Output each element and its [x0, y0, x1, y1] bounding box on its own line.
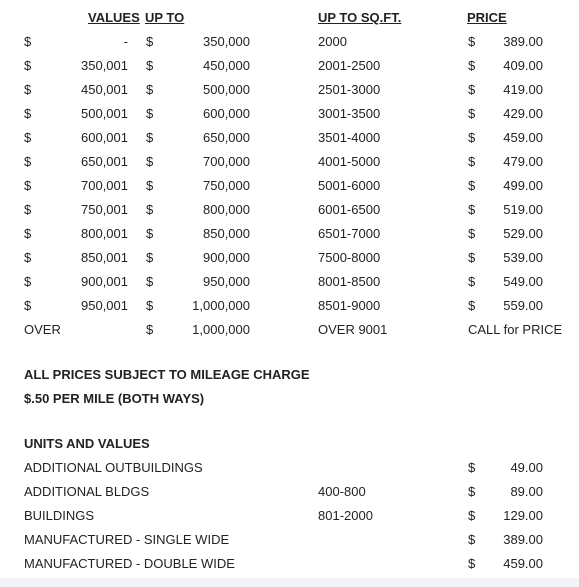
- row-sqft: 8501-9000: [318, 298, 381, 313]
- row-dollar-to: $: [146, 130, 154, 145]
- row-value-to: 900,000: [203, 250, 250, 265]
- unit-label: ADDITIONAL OUTBUILDINGS: [24, 460, 203, 475]
- row-dollar-to: $: [146, 226, 154, 241]
- unit-price-dollar: $: [468, 508, 476, 523]
- row-price: 389.00: [503, 34, 543, 49]
- row-dollar-to: $: [146, 58, 154, 73]
- row-dollar-from: $: [24, 154, 32, 169]
- row-dollar-from: $: [24, 226, 32, 241]
- unit-price: 459.00: [503, 556, 543, 571]
- row-price: 519.00: [503, 202, 543, 217]
- mileage-note-line2: $.50 PER MILE (BOTH WAYS): [24, 391, 205, 406]
- row-dollar-from: $: [24, 106, 32, 121]
- unit-price-dollar: $: [468, 484, 476, 499]
- row-price-dollar: $: [468, 58, 476, 73]
- row-sqft: 6501-7000: [318, 226, 381, 241]
- row-price: 429.00: [503, 106, 543, 121]
- row-value-from: 700,001: [81, 178, 128, 193]
- row-dollar-from: $: [24, 298, 32, 313]
- row-sqft: 2001-2500: [318, 58, 381, 73]
- row-sqft: 3501-4000: [318, 130, 381, 145]
- row-dollar-to: $: [146, 178, 154, 193]
- unit-label: ADDITIONAL BLDGS: [24, 484, 150, 499]
- row-value-to: 700,000: [203, 154, 250, 169]
- row-dollar-to: $: [146, 154, 154, 169]
- row-value-from: 850,001: [81, 250, 128, 265]
- units-title: UNITS AND VALUES: [24, 436, 150, 451]
- row-value-to: 800,000: [203, 202, 250, 217]
- unit-price: 129.00: [503, 508, 543, 523]
- over-sqft: OVER 9001: [318, 322, 388, 337]
- unit-label: MANUFACTURED - SINGLE WIDE: [24, 532, 230, 547]
- row-price-dollar: $: [468, 154, 476, 169]
- header-up-to: UP TO: [145, 10, 185, 25]
- row-value-to: 650,000: [203, 130, 250, 145]
- row-price-dollar: $: [468, 274, 476, 289]
- row-value-from: 950,001: [81, 298, 128, 313]
- row-dollar-from: $: [24, 34, 32, 49]
- unit-price: 89.00: [510, 484, 543, 499]
- row-price: 539.00: [503, 250, 543, 265]
- row-dollar-to: $: [146, 106, 154, 121]
- header-sqft: UP TO SQ.FT.: [318, 10, 402, 25]
- row-dollar-to: $: [146, 202, 154, 217]
- row-value-from: 900,001: [81, 274, 128, 289]
- row-price: 529.00: [503, 226, 543, 241]
- row-sqft: 6001-6500: [318, 202, 381, 217]
- row-dollar-from: $: [24, 250, 32, 265]
- row-value-from: -: [123, 34, 128, 49]
- row-value-to: 750,000: [203, 178, 250, 193]
- unit-label: BUILDINGS: [24, 508, 95, 523]
- row-value-to: 1,000,000: [192, 298, 250, 313]
- row-price-dollar: $: [468, 106, 476, 121]
- row-dollar-from: $: [24, 202, 32, 217]
- row-dollar-to: $: [146, 274, 154, 289]
- over-dollar: $: [146, 322, 154, 337]
- row-dollar-from: $: [24, 178, 32, 193]
- row-price-dollar: $: [468, 298, 476, 313]
- unit-price-dollar: $: [468, 556, 476, 571]
- row-price-dollar: $: [468, 130, 476, 145]
- row-price: 409.00: [503, 58, 543, 73]
- mileage-note-line1: ALL PRICES SUBJECT TO MILEAGE CHARGE: [24, 367, 310, 382]
- unit-price-dollar: $: [468, 532, 476, 547]
- unit-range: 400-800: [318, 484, 366, 499]
- row-sqft: 2000: [318, 34, 347, 49]
- row-value-to: 850,000: [203, 226, 250, 241]
- row-sqft: 5001-6000: [318, 178, 381, 193]
- unit-price: 49.00: [510, 460, 543, 475]
- row-value-from: 600,001: [81, 130, 128, 145]
- row-value-to: 350,000: [203, 34, 250, 49]
- row-price: 419.00: [503, 82, 543, 97]
- row-value-from: 650,001: [81, 154, 128, 169]
- unit-label: MANUFACTURED - DOUBLE WIDE: [24, 556, 235, 571]
- row-price: 559.00: [503, 298, 543, 313]
- row-price: 499.00: [503, 178, 543, 193]
- row-value-from: 500,001: [81, 106, 128, 121]
- row-dollar-from: $: [24, 58, 32, 73]
- row-value-from: 450,001: [81, 82, 128, 97]
- over-label: OVER: [24, 322, 61, 337]
- row-price: 549.00: [503, 274, 543, 289]
- row-dollar-to: $: [146, 34, 154, 49]
- row-price-dollar: $: [468, 226, 476, 241]
- row-value-from: 750,001: [81, 202, 128, 217]
- row-value-to: 500,000: [203, 82, 250, 97]
- row-price-dollar: $: [468, 82, 476, 97]
- row-dollar-to: $: [146, 298, 154, 313]
- over-to: 1,000,000: [192, 322, 250, 337]
- row-dollar-to: $: [146, 82, 154, 97]
- row-value-to: 600,000: [203, 106, 250, 121]
- row-sqft: 3001-3500: [318, 106, 381, 121]
- header-values: VALUES: [88, 10, 140, 25]
- unit-price: 389.00: [503, 532, 543, 547]
- row-sqft: 2501-3000: [318, 82, 381, 97]
- row-price-dollar: $: [468, 202, 476, 217]
- row-value-to: 450,000: [203, 58, 250, 73]
- header-price: PRICE: [467, 10, 507, 25]
- row-price-dollar: $: [468, 34, 476, 49]
- row-value-from: 800,001: [81, 226, 128, 241]
- row-sqft: 8001-8500: [318, 274, 381, 289]
- unit-range: 801-2000: [318, 508, 373, 523]
- row-value-to: 950,000: [203, 274, 250, 289]
- row-dollar-from: $: [24, 274, 32, 289]
- row-price: 459.00: [503, 130, 543, 145]
- over-price: CALL for PRICE: [468, 322, 563, 337]
- row-sqft: 4001-5000: [318, 154, 381, 169]
- row-sqft: 7500-8000: [318, 250, 381, 265]
- row-price-dollar: $: [468, 250, 476, 265]
- row-dollar-from: $: [24, 82, 32, 97]
- row-price: 479.00: [503, 154, 543, 169]
- row-dollar-to: $: [146, 250, 154, 265]
- row-price-dollar: $: [468, 178, 476, 193]
- row-value-from: 350,001: [81, 58, 128, 73]
- bottom-strip: [0, 578, 579, 587]
- unit-price-dollar: $: [468, 460, 476, 475]
- row-dollar-from: $: [24, 130, 32, 145]
